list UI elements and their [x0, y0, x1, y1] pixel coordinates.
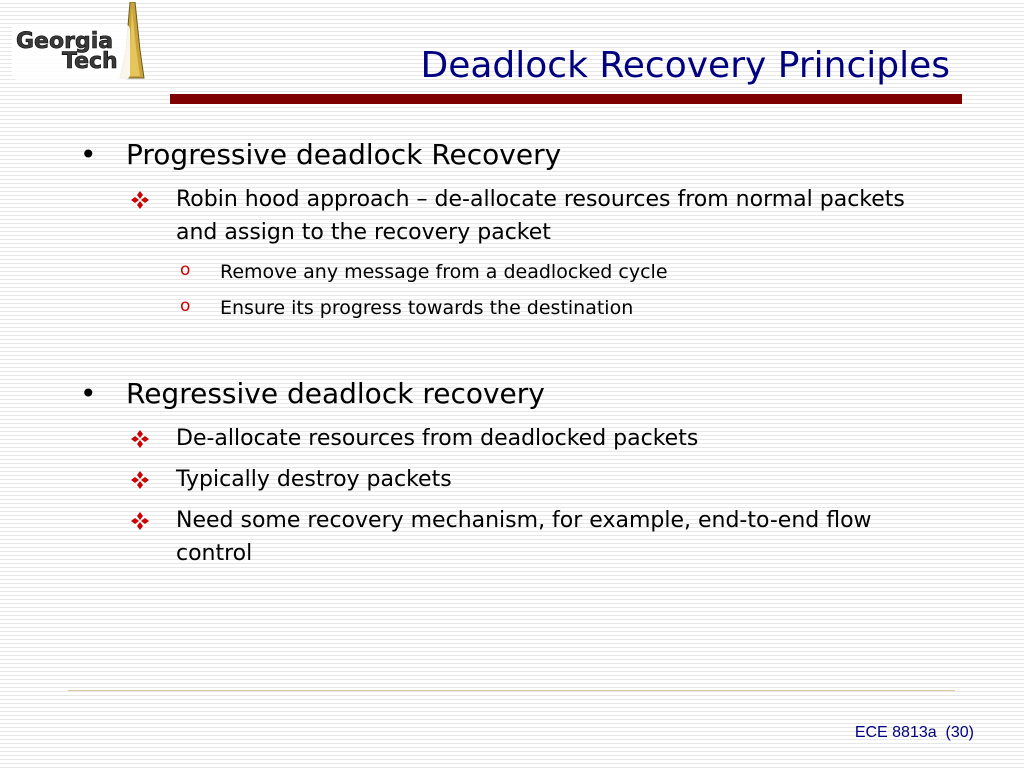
four-diamond-icon: [130, 183, 150, 216]
section-2-item-2: [130, 463, 930, 496]
section-1-subitem-1-text: Remove any message from a deadlocked cycle: [220, 261, 668, 283]
logo-line2: Tech: [62, 49, 118, 74]
bullet-dot: •: [80, 138, 97, 171]
section-2-item-3: [130, 504, 930, 570]
logo-line1: Georgia: [16, 29, 114, 54]
four-diamond-icon: [130, 504, 150, 537]
footer-divider: [68, 690, 955, 691]
section-1-item-1-text: Robin hood approach – de-allocate resources from normal packets and assign to the recovery packet: [176, 187, 905, 245]
four-diamond-icon: [130, 422, 150, 455]
circle-bullet: o: [180, 260, 191, 280]
section-2-text: Regressive deadlock recovery: [126, 377, 545, 410]
section-2-item-1-text: De-allocate resources from deadlocked packets: [176, 426, 699, 451]
footer-label: ECE 8813a (30): [854, 724, 974, 741]
section-2-item-1: [130, 422, 930, 455]
section-2-item-2-text: Typically destroy packets: [176, 467, 452, 492]
four-diamond-icon: [130, 463, 150, 496]
section-2-item-3-text: Need some recovery mechanism, for example, end-to-end flow control: [176, 508, 872, 566]
slide-title: Deadlock Recovery Principles: [420, 45, 950, 86]
section-1-item-1: [130, 183, 930, 249]
title-underline: [170, 94, 962, 104]
circle-bullet: o: [180, 296, 191, 316]
georgia-tech-logo: [10, 2, 150, 82]
section-1-subitem-2-text: Ensure its progress towards the destination: [220, 297, 634, 319]
section-1-text: Progressive deadlock Recovery: [126, 138, 562, 171]
bullet-dot: •: [80, 377, 97, 410]
